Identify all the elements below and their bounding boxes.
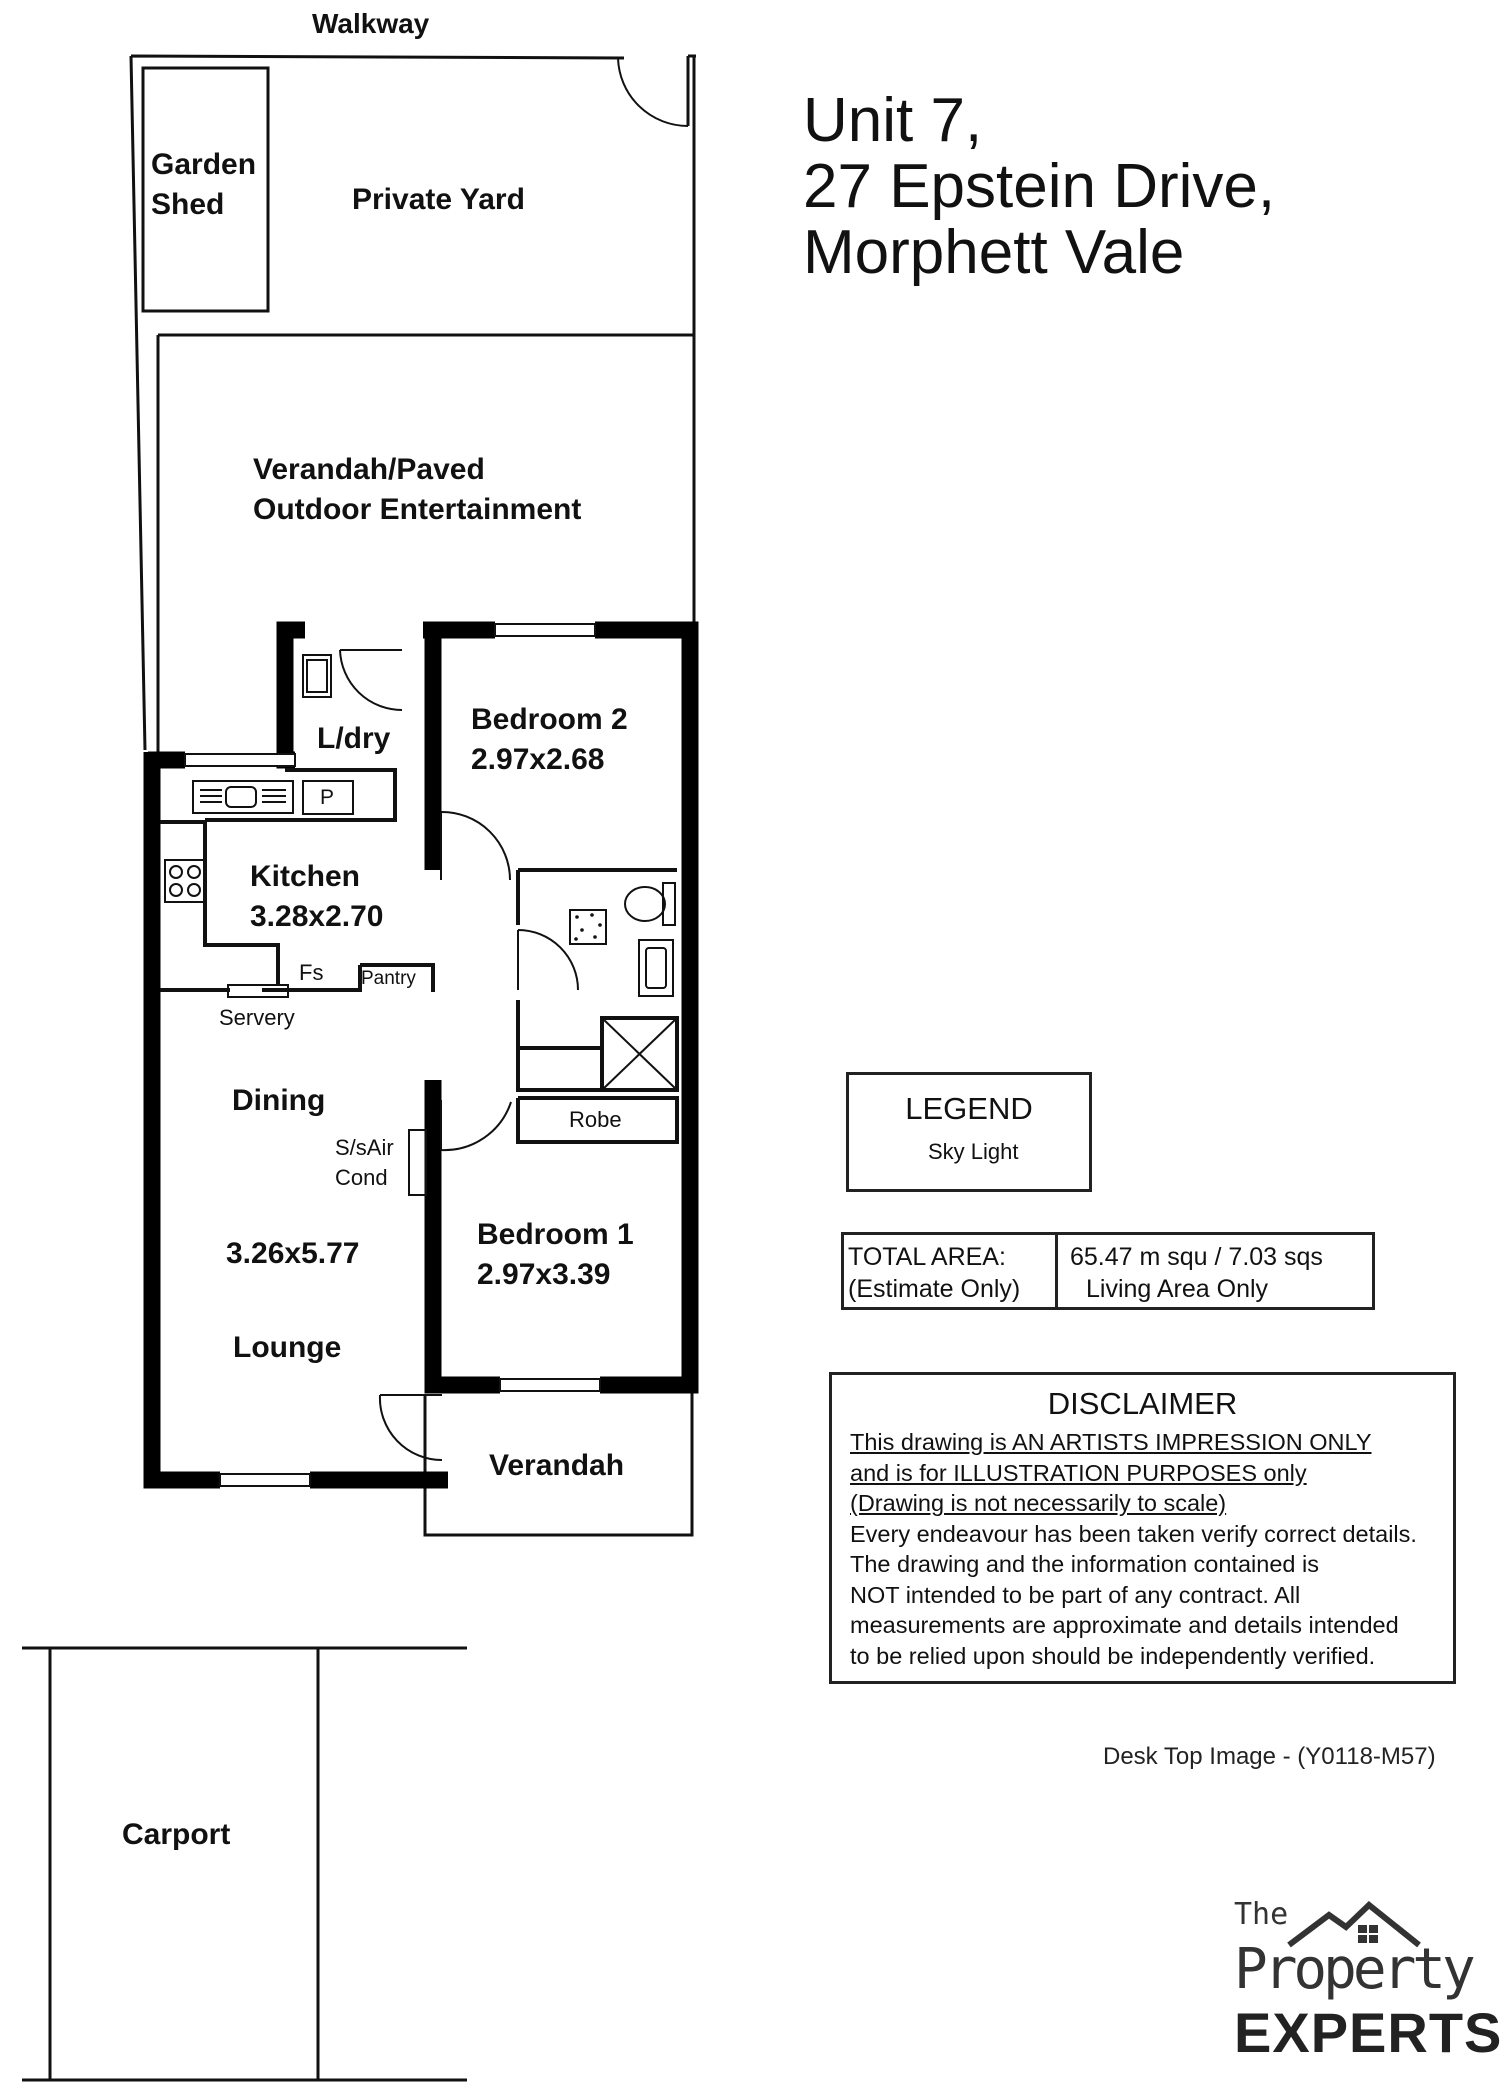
logo-text: EXPERTS (1234, 2001, 1502, 2064)
area-label: TOTAL AREA: (848, 1243, 1006, 1271)
disclaimer-line: (Drawing is not necessarily to scale) (850, 1490, 1227, 1516)
walkway-label: Walkway (312, 8, 430, 39)
air-conditioner (409, 1130, 426, 1195)
logo-text: The (1234, 1897, 1289, 1932)
pantry-p-label: P (320, 786, 335, 809)
area-value: 65.47 m squ / 7.03 sqs (1070, 1243, 1323, 1271)
robe-label: Robe (569, 1107, 622, 1132)
disclaimer-line: The drawing and the information contained is (850, 1551, 1319, 1577)
verandah-paved-label: Verandah/Paved (253, 453, 485, 486)
private-yard-label: Private Yard (352, 183, 525, 216)
cooktop (165, 860, 205, 902)
air-cond-label: Cond (335, 1165, 388, 1190)
dining-label: Dining (232, 1084, 326, 1117)
toilet-bowl (625, 887, 665, 921)
kitchen-size: 3.28x2.70 (250, 900, 384, 933)
address-line: Morphett Vale (803, 218, 1185, 287)
area-label: (Estimate Only) (848, 1275, 1021, 1303)
laundry-label: L/dry (317, 722, 391, 755)
outer-wall-top-kitchen (148, 630, 305, 760)
pantry-label: Pantry (361, 968, 416, 989)
yard-gate-arc (618, 58, 688, 126)
disclaimer-box (829, 1372, 1456, 1684)
bathroom-walls (518, 870, 677, 1090)
area-value: Living Area Only (1086, 1275, 1269, 1303)
carport-label: Carport (122, 1818, 231, 1851)
bedroom2-size: 2.97x2.68 (471, 743, 605, 776)
disclaimer-text (850, 1427, 1417, 1671)
lounge-size: 3.26x5.77 (226, 1237, 360, 1270)
disclaimer-line: to be relied upon should be independently verified. (850, 1642, 1376, 1669)
company-logo (1234, 1895, 1502, 2070)
verandah-paved-label: Outdoor Entertainment (253, 493, 582, 526)
address-line: 27 Epstein Drive, (803, 152, 1276, 221)
disclaimer-line: NOT intended to be part of any contract. All (850, 1581, 1301, 1608)
legend-box (846, 1072, 1092, 1192)
bed2-door (441, 812, 510, 880)
bedroom2-label: Bedroom 2 (471, 703, 628, 736)
disclaimer-line: Every endeavour has been taken verify correct details. (850, 1520, 1417, 1547)
bedroom1-label: Bedroom 1 (477, 1218, 634, 1251)
window (185, 754, 295, 766)
area-table (841, 1232, 1375, 1310)
bed1-door (441, 1100, 511, 1150)
lounge-label: Lounge (233, 1331, 342, 1364)
image-reference: Desk Top Image - (Y0118-M57) (1103, 1743, 1436, 1770)
disclaimer-line: and is for ILLUSTRATION PURPOSES only (850, 1459, 1307, 1486)
servery-label: Servery (219, 1005, 295, 1030)
laundry-door (340, 650, 402, 710)
bedroom1-size: 2.97x3.39 (477, 1258, 611, 1291)
address-line: Unit 7, (803, 86, 983, 155)
property-address (803, 88, 1275, 286)
verandah-label: Verandah (489, 1449, 625, 1482)
disclaimer-line: This drawing is AN ARTISTS IMPRESSION ONLY (850, 1429, 1372, 1455)
garden-shed-label: Garden (151, 148, 257, 181)
carport-outline (22, 1648, 467, 2080)
disclaimer-line: measurements are approximate and details intended (850, 1612, 1399, 1638)
window (500, 1379, 600, 1391)
air-cond-label: S/sAir (335, 1135, 394, 1160)
window (495, 624, 595, 636)
window (220, 1474, 310, 1486)
legend-title: LEGEND (905, 1091, 1033, 1126)
disclaimer-title: DISCLAIMER (1047, 1386, 1238, 1421)
kitchen-label: Kitchen (250, 860, 361, 893)
legend-item: Sky Light (928, 1139, 1019, 1164)
garden-shed-label: Shed (151, 188, 225, 221)
lounge-door (380, 1395, 442, 1460)
logo-text: Property (1234, 1937, 1472, 2002)
fs-label: Fs (299, 960, 324, 985)
